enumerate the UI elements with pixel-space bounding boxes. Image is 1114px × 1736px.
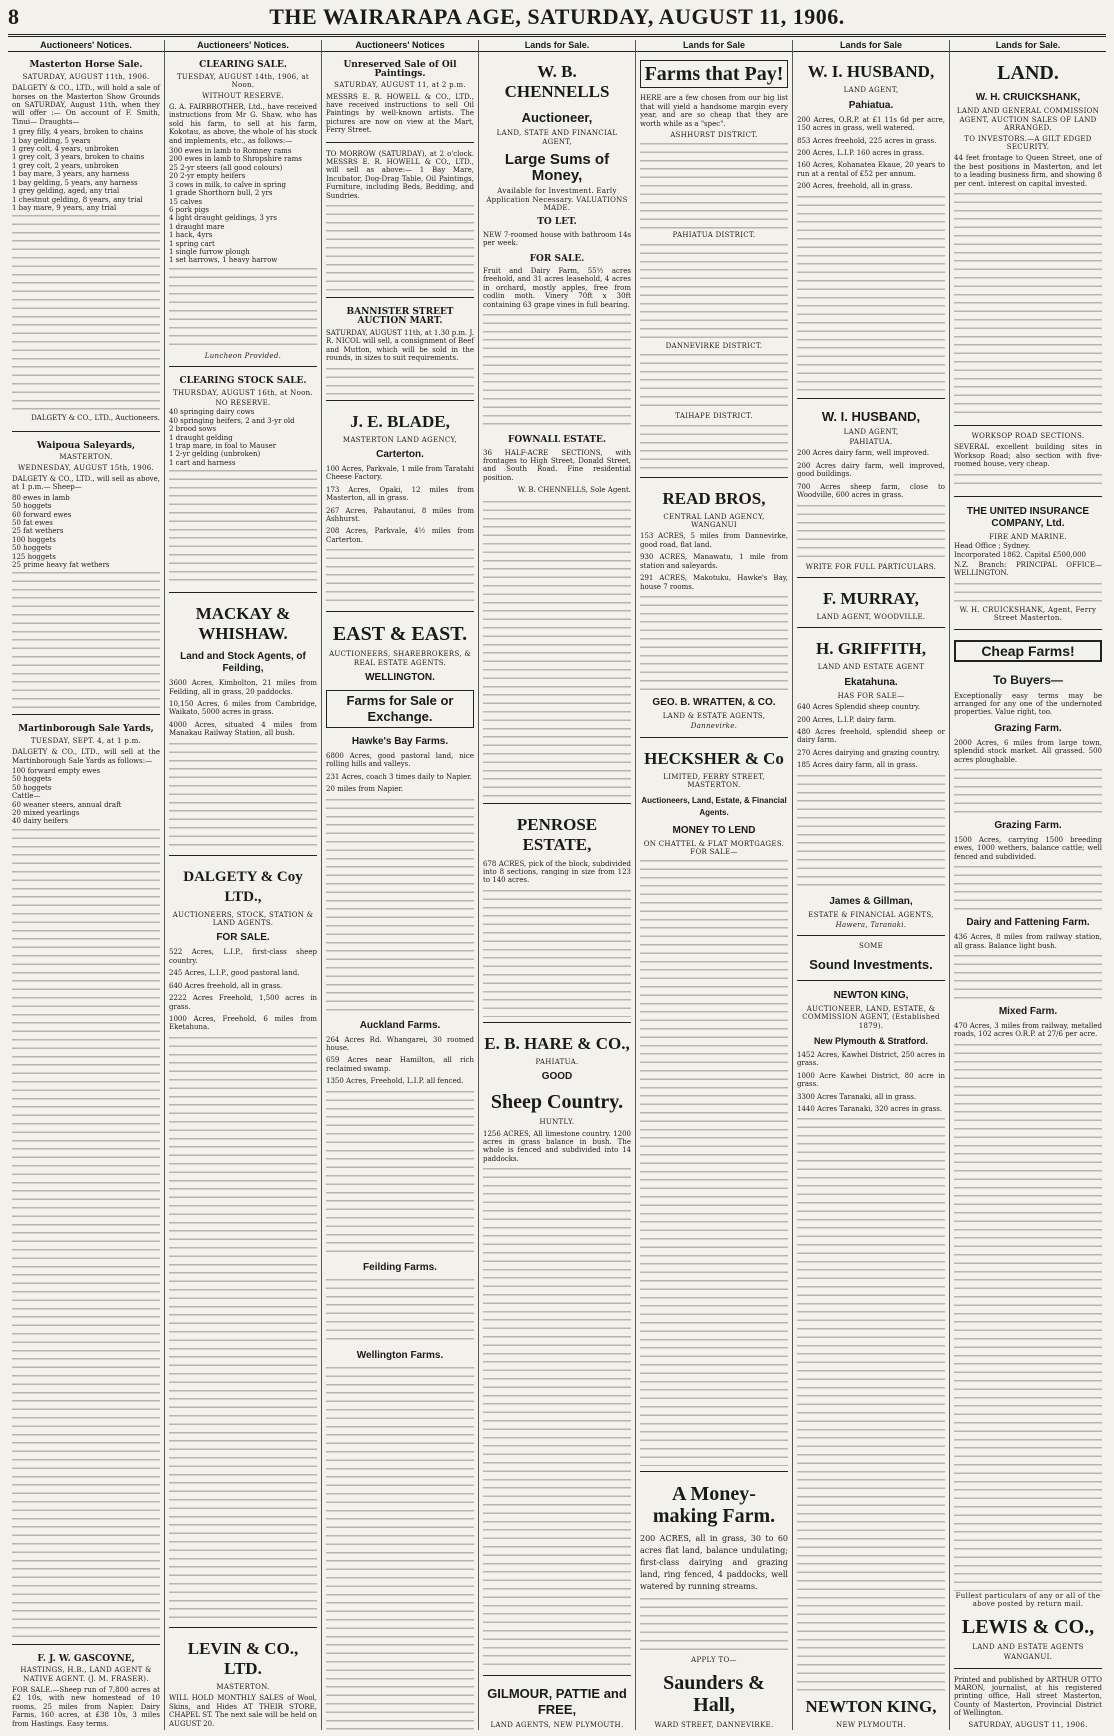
list-item: 930 ACRES, Manawatu, 1 mile from station and saleyards. bbox=[640, 553, 788, 570]
column-header: Lands for Sale. bbox=[950, 40, 1106, 52]
section-heading: Grazing Farm. bbox=[994, 819, 1062, 831]
list-item: 25 prime heavy fat wethers bbox=[12, 561, 110, 569]
list-item: 10,150 Acres, 6 miles from Cambridge, Waikato, 5000 acres in grass. bbox=[169, 700, 317, 717]
ad-subtitle: FIRE AND MARINE. bbox=[989, 532, 1067, 541]
list-item: 200 Acres, L.I.P. 160 acres in grass. bbox=[797, 149, 925, 158]
section-heading: Grazing Farm. bbox=[994, 722, 1062, 734]
ad-note: Fullest particulars of any or all of the above posted by return mail. bbox=[955, 1591, 1101, 1609]
text-filler bbox=[640, 140, 788, 230]
text-filler bbox=[12, 212, 160, 412]
agent-name: W. I. HUSBAND, bbox=[807, 62, 935, 82]
text-filler bbox=[169, 740, 317, 850]
ad-subtitle: HAS FOR SALE— bbox=[837, 691, 905, 700]
ad-place: New Plymouth & Stratford. bbox=[813, 1036, 928, 1046]
list-item: 1452 Acres, Kawhei District, 250 acres in grass. bbox=[797, 1051, 945, 1068]
column-header: Lands for Sale bbox=[793, 40, 949, 52]
ad-body: WILL HOLD MONTHLY SALES of Wool, Skins, and Hides AT THEIR STORE, CHAPEL ST. The next sale will be held on AUGUST 20. bbox=[169, 1694, 317, 1728]
ad-subtitle: NEW PLYMOUTH. bbox=[836, 1720, 906, 1729]
agent-name: W. B. CHENNELLS bbox=[504, 62, 610, 102]
list-item: 100 Acres, Parkvale, 1 mile from Taratahi Cheese Factory. bbox=[326, 464, 474, 482]
text-filler bbox=[797, 1115, 945, 1690]
list-item: 60 weaner steers, annual draft bbox=[12, 800, 122, 809]
section-heading: Hawke's Bay Farms. bbox=[351, 736, 449, 747]
text-filler bbox=[640, 593, 788, 693]
ad-body: 1256 ACRES, All limestone country. 1200 acres in grass balance in bush. The whole is fenced and subdivided into 14 paddocks. bbox=[483, 1129, 631, 1163]
list-item: 40 dairy heifers bbox=[12, 817, 69, 826]
ad-subtitle: MASTERTON. bbox=[59, 453, 113, 462]
list-item: 853 Acres freehold, 225 acres in grass. bbox=[797, 136, 937, 145]
list-item: 1 chestnut gelding, 8 years, any trial bbox=[12, 195, 143, 204]
agent-name: H. GRIFFITH, bbox=[815, 639, 927, 659]
section-heading: Feilding Farms. bbox=[363, 1261, 437, 1273]
list-item: 200 Acres, freehold, all in grass. bbox=[797, 182, 913, 191]
ad-subtitle: SOME bbox=[858, 942, 883, 951]
list-item: 20 2-yr empty heifers bbox=[169, 172, 246, 181]
text-filler bbox=[797, 193, 945, 393]
text-filler bbox=[797, 772, 945, 892]
column-1 bbox=[8, 40, 165, 1730]
list-item: 1 draught mare bbox=[169, 222, 225, 231]
ad-body: 436 Acres, 8 miles from railway station, all grass. Balance light bush. bbox=[954, 933, 1102, 950]
list-item: 200 Acres dairy farm, well improved, good buildings. bbox=[797, 461, 945, 479]
ad-subtitle: PAHIATUA. bbox=[535, 1057, 579, 1066]
list-item: 50 hoggets bbox=[12, 783, 52, 792]
section-heading: WORKSOP ROAD SECTIONS. bbox=[971, 432, 1085, 441]
list-item: 1440 Acres Taranaki, 320 acres in grass. bbox=[797, 1105, 943, 1114]
list-item: 270 Acres dairying and grazing country. bbox=[797, 748, 940, 757]
masthead bbox=[8, 4, 1106, 37]
list-item: 1 grey filly, 4 years, broken to chains bbox=[12, 128, 144, 137]
ad-title: Unreserved Sale of Oil Paintings. bbox=[343, 60, 457, 79]
list-item: 40 springing dairy cows bbox=[169, 408, 255, 417]
list-item: 3600 Acres, Kimbolton, 21 miles from Feilding, all in grass, 20 paddocks. bbox=[169, 679, 317, 696]
ad-signature: DALGETY & CO., LTD., Auctioneers. bbox=[31, 414, 160, 423]
ad-place: PAHIATUA. bbox=[849, 438, 893, 447]
list-item: 1 grey colt, 3 years, broken to chains bbox=[12, 153, 145, 162]
ad-body: 36 HALF-ACRE SECTIONS, with frontages to High Street, Donald Street, and South Road. Fine residential position. bbox=[483, 448, 631, 482]
section-heading: Dairy and Fattening Farm. bbox=[966, 917, 1090, 929]
ad-title: F. J. W. GASCOYNE, bbox=[37, 1653, 135, 1664]
ad-place: Hawera, Taranaki. bbox=[835, 920, 907, 929]
list-item: 200 ewes in lamb to Shropshire rams bbox=[169, 155, 302, 164]
text-filler bbox=[954, 190, 1102, 420]
text-filler bbox=[326, 1364, 474, 1730]
text-filler bbox=[483, 311, 631, 431]
ad-body: FOR SALE.—Sheep run of 7,800 acres at £2 10s, with new homestead of 10 rooms, 25 miles from Napier. Dairy Farms, 160 acres, at £38 10s, 3 miles from Hastings. Easy terms. bbox=[12, 1685, 160, 1728]
agent-name: NEWTON KING, bbox=[833, 989, 909, 1001]
list-item: 160 Acres, Kohanatea Ekaue, 20 years to run at a rental of £52 per annum. bbox=[797, 161, 945, 178]
ad-subtitle: LAND AGENT, bbox=[843, 427, 899, 436]
list-item: 300 ewes in lamb to Romney rams bbox=[169, 147, 292, 156]
column-header: Auctioneers' Notices bbox=[322, 40, 478, 52]
list-item: 1 trap mare, in foal to Mauser bbox=[169, 442, 277, 450]
list-item: 480 Acres freehold, splendid sheep or dairy farm. bbox=[797, 727, 945, 745]
section-heading: Mixed Farm. bbox=[998, 1006, 1058, 1017]
agent-name: J. E. BLADE, bbox=[350, 411, 450, 431]
ad-subtitle: MASTERTON LAND AGENCY, bbox=[342, 435, 458, 444]
list-item: 50 hoggets bbox=[12, 775, 52, 784]
section-heading: DANNEVIRKE DISTRICT. bbox=[665, 341, 763, 350]
list-item: 1 grey colt, 2 years, unbroken bbox=[12, 161, 119, 170]
list-item: 2 brood sows bbox=[169, 425, 217, 434]
text-filler bbox=[954, 952, 1102, 1002]
apply-note: APPLY TO— bbox=[691, 1656, 737, 1665]
list-item: 20 miles from Napier. bbox=[326, 785, 404, 794]
ad-title: Waipoua Saleyards, bbox=[36, 440, 136, 451]
text-filler bbox=[954, 1041, 1102, 1591]
agent-name: W. I. HUSBAND, bbox=[821, 408, 921, 424]
ad-subtitle: LAND AND ESTATE AGENTS bbox=[972, 1642, 1084, 1651]
list-item: 25 fat wethers bbox=[12, 527, 64, 536]
ad-place: Pahiatua. bbox=[848, 99, 894, 111]
section-heading: FOR SALE. bbox=[529, 253, 585, 264]
list-item: 245 Acres, L.I.P., good pastoral land. bbox=[169, 969, 300, 978]
text-filler bbox=[640, 351, 788, 411]
ad-title: Masterton Horse Sale. bbox=[29, 60, 143, 71]
text-filler bbox=[954, 580, 1102, 605]
list-item: 4000 Acres, situated 4 miles from Manakau Railway Station, all bush. bbox=[169, 720, 317, 738]
section-heading: ASHHURST DISTRICT. bbox=[670, 131, 758, 140]
text-filler bbox=[483, 1165, 631, 1669]
list-item: 40 springing heifers, 2 and 3-yr old bbox=[169, 416, 295, 425]
ad-body: Exceptionally easy terms may be arranged for any one of the undernoted properties. Value right, too. bbox=[954, 691, 1102, 717]
section-heading: Wellington Farms. bbox=[356, 1349, 444, 1361]
column-4 bbox=[479, 40, 636, 1730]
list-item: 1 bay mare, 3 years, any harness bbox=[12, 170, 130, 179]
column-header: Lands for Sale. bbox=[479, 40, 635, 52]
list-item: 80 ewes in lamb bbox=[12, 493, 70, 502]
ad-subtitle: LAND & ESTATE AGENTS, bbox=[662, 711, 766, 720]
list-item: 264 Acres Rd. Whangarei, 30 roomed house. bbox=[326, 1035, 474, 1053]
agent-name: READ BROS, bbox=[662, 488, 766, 508]
ad-title: CLEARING STOCK SALE. bbox=[179, 376, 307, 387]
list-item: 1 spring cart bbox=[169, 239, 215, 248]
list-item: 25 2-yr steers (all good colours) bbox=[169, 163, 283, 172]
list-item: 153 ACRES, 5 miles from Dannevirke, good road, flat land. bbox=[640, 532, 788, 549]
imprint: Printed and published by ARTHUR OTTO MARON, journalist, at his registered printing office, Hall street Masterton, County of Masterton, Provincial District of Wellington. bbox=[954, 1675, 1102, 1718]
text-filler bbox=[326, 365, 474, 395]
ad-date: SATURDAY, AUGUST 11th, 1906. bbox=[22, 72, 150, 81]
list-item: 15 calves bbox=[169, 197, 203, 206]
ad-body: NEW 7-roomed house with bathroom 14s per week. bbox=[483, 230, 631, 248]
ad-banner: Cheap Farms! bbox=[954, 640, 1102, 662]
list-item: Head Office ; Sydney. bbox=[954, 542, 1031, 551]
list-item: 659 Acres near Hamilton, all rich reclaimed swamp. bbox=[326, 1056, 474, 1073]
ad-body: 44 feet frontage to Queen Street, one of the best positions in Masterton, and let to a leading business firm, and showing 8 per cent. interest on capital invested. bbox=[954, 154, 1102, 188]
ad-subtitle: MASTERTON. bbox=[216, 1682, 270, 1691]
ad-place: WANGANUI. bbox=[1003, 1653, 1053, 1662]
list-item: Incorporated 1862. Capital £500,000 bbox=[954, 550, 1086, 559]
ad-banner: MONEY TO LEND bbox=[672, 824, 756, 836]
ad-place: WELLINGTON. bbox=[365, 672, 435, 683]
ad-title: CLEARING SALE. bbox=[199, 60, 287, 71]
list-item: 173 Acres, Opaki, 12 miles from Masterton, all in grass. bbox=[326, 485, 474, 503]
ad-subtitle: AUCTIONEER, LAND, ESTATE, & COMMISSION AGENT, (Established 1879). bbox=[802, 1004, 940, 1030]
agent-name: F. MURRAY, bbox=[823, 588, 919, 608]
text-filler bbox=[12, 826, 160, 1639]
text-filler bbox=[954, 766, 1102, 816]
ad-title: BANNISTER STREET AUCTION MART. bbox=[346, 307, 454, 326]
ad-place: Ekatahuna. bbox=[844, 676, 898, 688]
ad-banner: LAND. bbox=[997, 62, 1059, 85]
ad-subtitle: CENTRAL LAND AGENCY, WANGANUI bbox=[663, 512, 765, 530]
list-item: 1 grey gelding, aged, any trial bbox=[12, 187, 120, 196]
list-item: 1000 Acres, Freehold, 6 miles from Eketahuna. bbox=[169, 1014, 317, 1032]
ad-body: SATURDAY, AUGUST 11th, at 1.30 p.m. J. R. NICOL will sell, a consignment of Beef and Mutton, which will be sold in the rounds, in sizes to suit requirements. bbox=[326, 328, 474, 363]
column-5 bbox=[636, 40, 793, 1730]
column-header: Auctioneers' Notices. bbox=[165, 40, 321, 52]
agent-name: W. H. CRUICKSHANK, bbox=[975, 92, 1081, 104]
section-heading: PAHIATUA DISTRICT. bbox=[672, 231, 756, 240]
text-filler bbox=[326, 1276, 474, 1346]
ad-date: WEDNESDAY, AUGUST 15th, 1906. bbox=[17, 463, 155, 472]
text-filler bbox=[483, 498, 631, 798]
ad-subtitle: To Buyers— bbox=[993, 672, 1063, 687]
list-item: 3300 Acres Taranaki, all in grass. bbox=[797, 1092, 917, 1101]
ad-title: Martinborough Sale Yards, bbox=[18, 724, 154, 735]
ad-subtitle: LAND AGENTS, NEW PLYMOUTH. bbox=[490, 1720, 624, 1729]
text-filler bbox=[326, 202, 474, 292]
ad-date: TUESDAY, AUGUST 14th, 1906, at Noon. bbox=[176, 72, 310, 90]
agent-name: MACKAY & WHISHAW. bbox=[195, 604, 291, 644]
ad-subtitle: ON CHATTEL & FLAT MORTGAGES. FOR SALE— bbox=[643, 839, 785, 856]
newspaper-title: THE WAIRARAPA AGE, SATURDAY, AUGUST 11, 1906. bbox=[269, 4, 845, 29]
ad-body: SEVERAL excellent building sites in Worksop Road; also section with five-roomed house, very cheap. bbox=[954, 443, 1102, 469]
ad-signature: W. B. CHENNELLS, Sole Agent. bbox=[517, 486, 631, 495]
ad-banner: Sheep Country. bbox=[490, 1091, 624, 1114]
ad-subtitle: ESTATE & FINANCIAL AGENTS, bbox=[808, 910, 934, 919]
agent-role: Auctioneers, Land, Estate, & Financial Agents. bbox=[641, 795, 787, 817]
agent-name: James & Gillman, bbox=[829, 895, 913, 907]
ad-banner: Sound Investments. bbox=[809, 956, 933, 972]
text-filler bbox=[169, 265, 317, 351]
agent-name: DALGETY & Coy LTD., bbox=[183, 868, 303, 905]
ad-subtitle: GOOD bbox=[541, 1071, 573, 1083]
text-filler bbox=[640, 422, 788, 472]
ad-body: Fruit and Dairy Farm, 55½ acres freehold, and 31 acres leasehold, 4 acres in orchard, mostly apples, free from codlin moth. Vinery 70ft x 30ft containing 63 grape vines in full bearing. bbox=[483, 267, 631, 309]
ad-subtitle: FOR SALE. bbox=[216, 932, 270, 944]
ad-body: 200 ACRES, all in grass, 30 to 60 acres flat land, balance undulating; first-class dairying and grazing land, ring fenced, 4 paddocks, well watered by running streams. bbox=[640, 1534, 788, 1592]
list-item: 291 ACRES, Makotuku, Hawke's Bay, house 7 rooms. bbox=[640, 574, 788, 591]
ad-subtitle: LAND AND ESTATE AGENT bbox=[817, 663, 925, 672]
list-item: 2222 Acres Freehold, 1,500 acres in grass. bbox=[169, 994, 317, 1011]
ad-subtitle: LAND AND GENERAL COMMISSION AGENT, AUCTION SALES OF LAND ARRANGED. bbox=[956, 107, 1100, 133]
ad-subtitle: NO RESERVE. bbox=[215, 398, 271, 407]
list-item: 1 bay gelding, 5 years, any harness bbox=[12, 178, 138, 187]
list-item: 125 hoggets bbox=[12, 552, 56, 561]
text-filler bbox=[483, 887, 631, 1017]
ad-subtitle: AUCTIONEERS, SHAREBROKERS, & REAL ESTATE AGENTS. bbox=[329, 650, 471, 667]
ad-body: TO MORROW (SATURDAY), at 2 o'clock. MESSRS E. R. HOWELL & CO., LTD., will sell as above:— 1 Bay Mare, Incubator, Dog-Drag Table, Oil Paintings, Furniture, including Beds, Bedding, and Sundries. bbox=[326, 149, 474, 200]
list-item: 200 Acres dairy farm, well improved. bbox=[797, 449, 930, 458]
column-2 bbox=[165, 40, 322, 1730]
agent-name: GEO. B. WRATTEN, & CO. bbox=[652, 696, 776, 708]
ad-signature: W. H. CRUICKSHANK, Agent, Ferry Street Masterton. bbox=[959, 605, 1097, 623]
ad-body: DALGETY & CO., LTD., will sell at the Martinborough Sale Yards as follows:— bbox=[12, 748, 160, 765]
list-item: 231 Acres, coach 3 times daily to Napier. bbox=[326, 772, 472, 781]
list-item: 185 Acres dairy farm, all in grass. bbox=[797, 761, 918, 770]
ad-subtitle: Land and Stock Agents, of Feilding, bbox=[180, 651, 306, 675]
agent-role: Auctioneer, bbox=[521, 110, 593, 126]
text-filler bbox=[12, 569, 160, 709]
page-number: 8 bbox=[8, 4, 19, 29]
ad-body: HERE are a few chosen from our big list that will yield a handsome margin every year, and are so cheap that they are worth while as a "spec". bbox=[640, 94, 788, 128]
ad-subtitle: Available for Investment. Early Application Necessary. VALUATIONS MADE. bbox=[486, 187, 628, 213]
list-item: Cattle— bbox=[12, 792, 41, 801]
list-item: 6 pork pigs bbox=[169, 205, 209, 214]
ad-subtitle: WARD STREET, DANNEVIRKE. bbox=[654, 1720, 774, 1729]
list-item: 200 Acres, L.I.P. dairy farm. bbox=[797, 715, 897, 724]
text-filler bbox=[640, 1595, 788, 1655]
agent-name: E. B. HARE & CO., bbox=[484, 1033, 630, 1053]
column-7 bbox=[950, 40, 1106, 1730]
list-item: 200 Acres, O.R.P. at £1 11s 6d per acre, 150 acres in grass, well watered. bbox=[797, 115, 945, 133]
list-item: 1 hack, 4yrs bbox=[169, 231, 213, 240]
ad-place: Carterton. bbox=[376, 448, 424, 460]
ad-subtitle: LAND, STATE AND FINANCIAL AGENT, bbox=[496, 129, 618, 146]
text-filler bbox=[169, 467, 317, 587]
section-heading: TO LET. bbox=[537, 217, 577, 228]
columns bbox=[8, 40, 1106, 1730]
column-header: Auctioneers' Notices. bbox=[8, 40, 164, 52]
text-filler bbox=[169, 1034, 317, 1622]
list-item: 20 mixed yearlings bbox=[12, 809, 80, 818]
ad-body: 1500 Acres, carrying 1500 breeding ewes, 1000 wethers, balance cattle; well fenced and subdivided. bbox=[954, 835, 1102, 861]
list-item: 60 forward ewes bbox=[12, 510, 72, 519]
column-3 bbox=[322, 40, 479, 1730]
list-item: N.Z. Branch: PRINCIPAL OFFICE—WELLINGTON. bbox=[954, 560, 1102, 578]
imprint-date: SATURDAY, AUGUST 11, 1906. bbox=[968, 1720, 1088, 1729]
list-item: 50 hoggets bbox=[12, 502, 52, 511]
ad-subtitle: AUCTIONEERS, STOCK, STATION & LAND AGENTS. bbox=[172, 910, 314, 928]
ad-body: 678 ACRES, pick of the block, subdivided into 8 sections, ranging in size from 123 to 140 acres. bbox=[483, 859, 631, 885]
list-item: 1 set harrows, 1 heavy harrow bbox=[169, 256, 278, 265]
list-item: 1 bay gelding, 5 years bbox=[12, 136, 91, 145]
ad-banner: A Money-making Farm. bbox=[652, 1483, 776, 1528]
ad-banner: Farms that Pay! bbox=[640, 60, 788, 88]
ad-date: SATURDAY, AUGUST 11, at 2 p.m. bbox=[334, 81, 466, 90]
ad-body: DALGETY & CO., LTD., will hold a sale of horses on the Masterton Show Grounds on SATURDAY, August 11th, when they will offer :— On account of F. Smith, Tinui— Draughts— bbox=[12, 84, 160, 126]
list-item: 1000 Acre Kawhei District, 80 acre in grass. bbox=[797, 1071, 945, 1089]
ad-date: TUESDAY, SEPT. 4, at 1 p.m. bbox=[30, 736, 142, 745]
ad-subtitle: LAND AGENT, WOODVILLE. bbox=[816, 612, 926, 621]
list-item: 1 2-yr gelding (unbroken) bbox=[169, 450, 261, 459]
list-item: 100 hoggets bbox=[12, 535, 56, 544]
ad-body: 2000 Acres, 6 miles from large town, splendid stock market. All grassed. 500 acres ploughable. bbox=[954, 738, 1102, 764]
ad-place: Dannevirke. bbox=[690, 722, 738, 731]
text-filler bbox=[326, 546, 474, 606]
list-item: 1 bay mare, 9 years, any trial bbox=[12, 203, 117, 212]
list-item: 3 cows in milk, to calve in spring bbox=[169, 180, 286, 189]
section-heading: TO INVESTORS.—A GILT EDGED SECURITY. bbox=[964, 134, 1092, 152]
list-item: 1350 Acres, Freehold, L.I.P. all fenced. bbox=[326, 1077, 464, 1086]
text-filler bbox=[326, 796, 474, 1016]
list-item: 4 light draught geldings, 3 yrs bbox=[169, 214, 277, 223]
ad-note: WRITE FOR FULL PARTICULARS. bbox=[805, 562, 937, 571]
ad-body: G. A. FAIRBROTHER, Ltd., have received instructions from Mr G. Shaw, who has sold his farm, to sell at his farm, Kokotau, as above, the whole of his stock and implements, etc., as follows:— bbox=[169, 103, 317, 145]
ad-banner: Large Sums of Money, bbox=[504, 151, 610, 185]
ad-subtitle: WITHOUT RESERVE. bbox=[202, 91, 284, 100]
section-heading: TAIHAPE DISTRICT. bbox=[675, 412, 753, 421]
estate-name: PENROSE ESTATE, bbox=[516, 814, 598, 854]
text-filler bbox=[954, 471, 1102, 491]
company-name: THE UNITED INSURANCE COMPANY, Ltd. bbox=[966, 505, 1090, 529]
text-filler bbox=[326, 1088, 474, 1258]
text-filler bbox=[954, 863, 1102, 913]
text-filler bbox=[640, 857, 788, 1466]
list-item: 640 Acres freehold, all in grass. bbox=[169, 981, 283, 990]
list-item: 208 Acres, Parkvale, 4½ miles from Carterton. bbox=[326, 527, 474, 544]
ad-subtitle: LAND AGENT, bbox=[843, 86, 899, 95]
column-header: Lands for Sale bbox=[636, 40, 792, 52]
list-item: 100 forward empty ewes bbox=[12, 767, 101, 776]
list-item: 50 hoggets bbox=[12, 544, 52, 553]
ad-body: 470 Acres, 3 miles from railway, metalled roads, 102 acres O.R.P. at 27/6 per acre. bbox=[954, 1022, 1102, 1039]
list-item: 700 Acres sheep farm, close to Woodville, 600 acres in grass. bbox=[797, 482, 945, 500]
list-item: 522 Acres, L.I.P., first-class sheep country. bbox=[169, 948, 317, 965]
list-item: 1 cart and harness bbox=[169, 458, 236, 467]
ad-note: Luncheon Provided. bbox=[204, 351, 282, 360]
ad-subtitle: HASTINGS, H.B., LAND AGENT & NATIVE AGENT. (J. M. FRASER). bbox=[20, 1666, 152, 1683]
section-heading: FOWNALL ESTATE. bbox=[507, 435, 607, 446]
ad-subtitle: LIMITED, FERRY STREET, MASTERTON. bbox=[663, 772, 765, 790]
list-item: 6800 Acres, good pastoral land, nice rolling hills and valleys. bbox=[326, 752, 474, 769]
list-item: 1 grade Shorthorn bull, 2 yrs bbox=[169, 189, 273, 198]
list-item: 50 fat ewes bbox=[12, 518, 53, 527]
text-filler bbox=[640, 241, 788, 341]
list-item: 1 grey colt, 4 years, unbroken bbox=[12, 145, 119, 154]
list-item: 1 draught gelding bbox=[169, 433, 233, 442]
agent-name: LEWIS & CO., bbox=[961, 1615, 1095, 1638]
text-filler bbox=[797, 502, 945, 562]
agent-name: GILMOUR, PATTIE and FREE, bbox=[487, 1685, 627, 1717]
ad-place: HUNTLY. bbox=[539, 1118, 575, 1127]
ad-banner: Farms for Sale or Exchange. bbox=[326, 690, 474, 728]
section-heading: Auckland Farms. bbox=[359, 1019, 441, 1031]
ad-date: THURSDAY, AUGUST 16th, at Noon. bbox=[173, 388, 313, 397]
agent-name: NEWTON KING, bbox=[805, 1696, 937, 1716]
column-6 bbox=[793, 40, 950, 1730]
list-item: 640 Acres Splendid sheep country. bbox=[797, 703, 921, 712]
agent-name: LEVIN & CO., LTD. bbox=[187, 1638, 299, 1678]
agent-name: Saunders & Hall, bbox=[663, 1671, 765, 1716]
agent-name: EAST & EAST. bbox=[332, 623, 468, 646]
ad-body: MESSRS E. R. HOWELL & CO., LTD., have received instructions to sell Oil Paintings by well-known artists. The pictures are now on view at the Mart, Ferry Street. bbox=[326, 92, 474, 135]
ad-body: DALGETY & CO., LTD., will sell as above, at 1 p.m.— Sheep— bbox=[12, 474, 160, 492]
agent-name: HECKSHER & Co bbox=[644, 748, 784, 768]
list-item: 1 single furrow plough bbox=[169, 247, 250, 256]
list-item: 267 Acres, Pahautanui, 8 miles from Ashhurst. bbox=[326, 506, 474, 523]
